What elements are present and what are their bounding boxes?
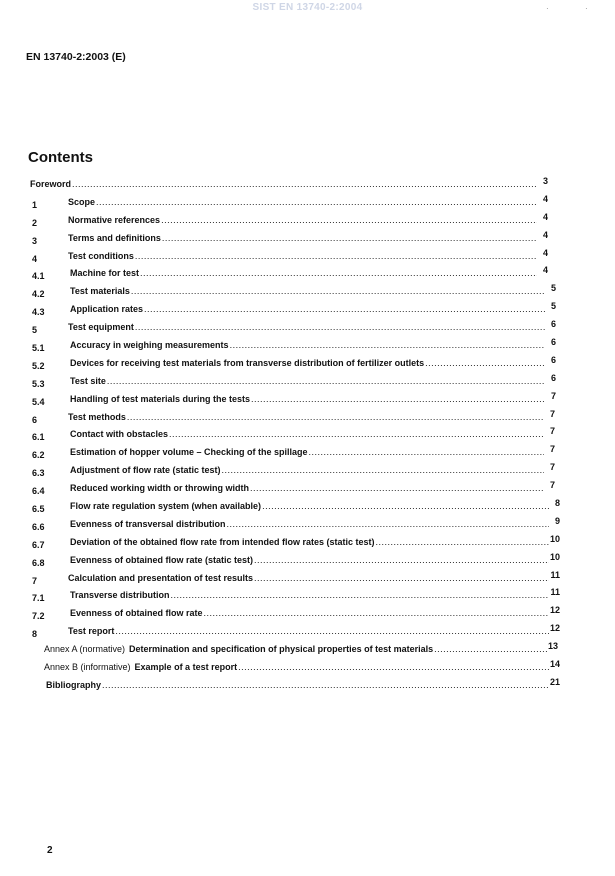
toc-entry-page: 5	[550, 301, 556, 312]
toc-entry-title: Machine for test	[70, 268, 140, 279]
toc-entry-number: 5	[32, 325, 38, 336]
toc-leader-dots	[169, 429, 544, 439]
toc-entry[interactable]	[26, 605, 566, 623]
toc-entry-page: 3	[542, 176, 548, 186]
toc-entry-title: Flow rate regulation system (when available)	[70, 501, 262, 512]
toc-leader-dots	[309, 447, 544, 457]
table-of-contents	[26, 176, 566, 695]
toc-entry[interactable]	[26, 498, 566, 516]
toc-entry-page: 13	[547, 641, 558, 652]
toc-leader-dots	[254, 573, 549, 583]
toc-entry[interactable]	[26, 444, 566, 462]
toc-entry-page: 7	[549, 426, 555, 437]
toc-entry-title: Estimation of hopper volume – Checking of the spillage	[70, 447, 308, 458]
toc-entry-title: Evenness of transversal distribution	[70, 518, 226, 529]
toc-entry[interactable]	[26, 176, 566, 194]
toc-entry-title: Transverse distribution	[70, 590, 170, 601]
toc-entry-title: Scope	[68, 196, 96, 207]
toc-entry[interactable]	[26, 623, 566, 641]
toc-entry-page: 14	[549, 659, 560, 670]
toc-leader-dots	[251, 394, 545, 404]
toc-annex-prefix: Annex B (informative)	[44, 662, 131, 673]
toc-entry-title: Evenness of obtained flow rate	[70, 608, 203, 619]
toc-entry[interactable]	[26, 301, 566, 319]
toc-entry-number: 4.2	[32, 289, 45, 300]
toc-leader-dots	[135, 322, 545, 332]
toc-entry-title: Foreword	[30, 179, 72, 189]
toc-entry-number: 5.2	[32, 360, 45, 371]
toc-entry-page: 6	[550, 354, 556, 365]
toc-entry-title: Determination and specification of physical properties of test materials	[129, 644, 434, 655]
toc-entry[interactable]	[26, 319, 566, 337]
toc-entry-page: 12	[549, 605, 560, 616]
toc-leader-dots	[140, 268, 537, 278]
toc-entry-title: Handling of test materials during the tests	[70, 393, 251, 404]
toc-leader-dots	[162, 233, 537, 243]
toc-entry-page: 4	[542, 229, 548, 240]
toc-entry[interactable]	[26, 337, 566, 355]
page-title: Contents	[28, 149, 93, 166]
toc-leader-dots	[161, 215, 537, 225]
toc-leader-dots	[425, 358, 545, 368]
toc-entry-number: 7	[32, 575, 38, 586]
toc-entry-title: Terms and definitions	[68, 232, 161, 243]
toc-entry[interactable]	[26, 587, 566, 605]
toc-leader-dots	[204, 608, 549, 618]
toc-entry-page: 4	[542, 265, 548, 276]
toc-entry-number: 6.3	[32, 468, 45, 479]
toc-entry[interactable]	[26, 409, 566, 427]
toc-entry-number: 4.1	[32, 271, 45, 282]
toc-entry-page: 12	[549, 623, 560, 634]
toc-entry-title: Example of a test report	[134, 662, 238, 673]
toc-entry-title: Adjustment of flow rate (static test)	[70, 465, 221, 476]
toc-entry-page: 6	[550, 372, 556, 383]
toc-entry-number: 6	[32, 414, 38, 425]
toc-entry-page: 7	[550, 390, 556, 401]
toc-entry-title: Contact with obstacles	[70, 429, 169, 440]
toc-entry[interactable]	[26, 659, 566, 677]
toc-entry-page: 4	[542, 247, 548, 258]
toc-entry-page: 4	[542, 211, 548, 222]
toc-leader-dots	[135, 251, 537, 261]
toc-entry[interactable]	[26, 391, 566, 409]
toc-entry-number: 7.2	[32, 611, 45, 622]
toc-entry-page: 7	[549, 462, 555, 473]
toc-entry-title: Test methods	[68, 411, 126, 422]
toc-entry-title: Application rates	[70, 304, 144, 315]
scan-mark: ·	[546, 4, 549, 13]
toc-entry-page: 6	[550, 337, 556, 348]
toc-entry[interactable]	[26, 355, 566, 373]
toc-entry-number: 5.3	[32, 378, 45, 389]
toc-leader-dots	[227, 519, 549, 529]
toc-leader-dots	[144, 304, 545, 314]
toc-entry-number: 4	[32, 253, 38, 264]
toc-entry-page: 10	[549, 551, 560, 562]
toc-entry[interactable]	[26, 462, 566, 480]
toc-leader-dots	[254, 555, 549, 565]
toc-entry-page: 7	[549, 408, 555, 419]
toc-leader-dots	[434, 644, 547, 654]
toc-entry-page: 9	[554, 515, 560, 526]
toc-entry[interactable]	[26, 212, 566, 230]
toc-entry[interactable]	[26, 283, 566, 301]
toc-entry[interactable]	[26, 480, 566, 498]
toc-entry-number: 5.4	[32, 396, 45, 407]
toc-entry-number: 6.5	[32, 504, 45, 515]
toc-entry-number: 6.6	[32, 521, 45, 532]
toc-entry[interactable]	[26, 373, 566, 391]
toc-entry-page: 4	[542, 193, 548, 204]
toc-entry-number: 6.8	[32, 557, 45, 568]
toc-entry-title: Reduced working width or throwing width	[70, 483, 249, 494]
toc-entry-page: 6	[550, 319, 556, 330]
toc-entry-number: 4.3	[32, 307, 45, 318]
toc-entry-page: 21	[549, 676, 560, 687]
toc-entry[interactable]	[26, 641, 566, 659]
watermark: SIST EN 13740-2:2004	[252, 2, 363, 13]
toc-entry-page: 11	[550, 569, 560, 580]
toc-annex-prefix: Annex A (normative)	[44, 644, 126, 655]
toc-entry-title: Accuracy in weighing measurements	[70, 340, 229, 351]
toc-leader-dots	[115, 626, 549, 636]
toc-entry-number: 6.1	[32, 432, 45, 443]
toc-entry-page: 5	[550, 283, 556, 294]
toc-entry-title: Test site	[70, 375, 106, 386]
toc-entry-title: Test equipment	[68, 322, 134, 333]
toc-entry-page: 7	[549, 444, 555, 455]
toc-entry[interactable]	[26, 516, 566, 534]
toc-leader-dots	[127, 412, 544, 422]
toc-entry-number: 6.7	[32, 539, 45, 550]
toc-entry-number: 3	[32, 235, 38, 246]
toc-entry[interactable]	[26, 426, 566, 444]
toc-entry-title: Calculation and presentation of test results	[68, 572, 254, 583]
toc-entry-title: Deviation of the obtained flow rate from intended flow rates (static test)	[70, 536, 375, 547]
toc-entry[interactable]	[26, 230, 566, 248]
toc-entry-number: 1	[32, 199, 38, 210]
toc-leader-dots	[376, 537, 549, 547]
toc-leader-dots	[72, 179, 537, 189]
toc-entry-title: Test materials	[70, 286, 130, 297]
toc-entry-number: 6.2	[32, 450, 45, 461]
document-id: EN 13740-2:2003 (E)	[26, 51, 126, 63]
page-number: 2	[47, 845, 53, 856]
toc-entry[interactable]	[26, 570, 566, 588]
toc-entry-number: 5.1	[32, 343, 45, 354]
toc-entry-page: 8	[554, 498, 560, 509]
toc-leader-dots	[107, 376, 545, 386]
toc-leader-dots	[102, 680, 549, 690]
toc-leader-dots	[222, 465, 544, 475]
toc-entry-number: 7.1	[32, 593, 45, 604]
toc-leader-dots	[131, 286, 545, 296]
toc-entry-number: 8	[32, 629, 38, 640]
toc-entry[interactable]	[26, 248, 566, 266]
toc-leader-dots	[171, 590, 549, 600]
toc-entry-title: Evenness of obtained flow rate (static test)	[70, 554, 254, 565]
toc-entry-number: 2	[32, 217, 38, 228]
toc-leader-dots	[96, 197, 537, 207]
toc-entry-title: Normative references	[68, 214, 161, 225]
toc-entry-number: 6.4	[32, 486, 45, 497]
toc-entry-page: 11	[550, 587, 560, 598]
toc-entry[interactable]	[26, 677, 566, 695]
toc-entry[interactable]	[26, 265, 566, 283]
toc-leader-dots	[262, 501, 549, 511]
toc-entry-page: 10	[549, 533, 560, 544]
toc-entry-title: Bibliography	[46, 679, 102, 690]
toc-leader-dots	[230, 340, 545, 350]
toc-entry-title: Test report	[68, 626, 115, 637]
toc-entry-title: Devices for receiving test materials from transverse distribution of fertilizer outlets	[70, 357, 425, 368]
toc-leader-dots	[250, 483, 544, 493]
toc-entry-page: 7	[549, 480, 555, 491]
toc-leader-dots	[238, 662, 549, 672]
toc-entry[interactable]	[26, 194, 566, 212]
toc-entry-title: Test conditions	[68, 250, 134, 261]
toc-entry[interactable]	[26, 534, 566, 552]
toc-entry[interactable]	[26, 552, 566, 570]
scan-mark: ·	[585, 4, 588, 13]
